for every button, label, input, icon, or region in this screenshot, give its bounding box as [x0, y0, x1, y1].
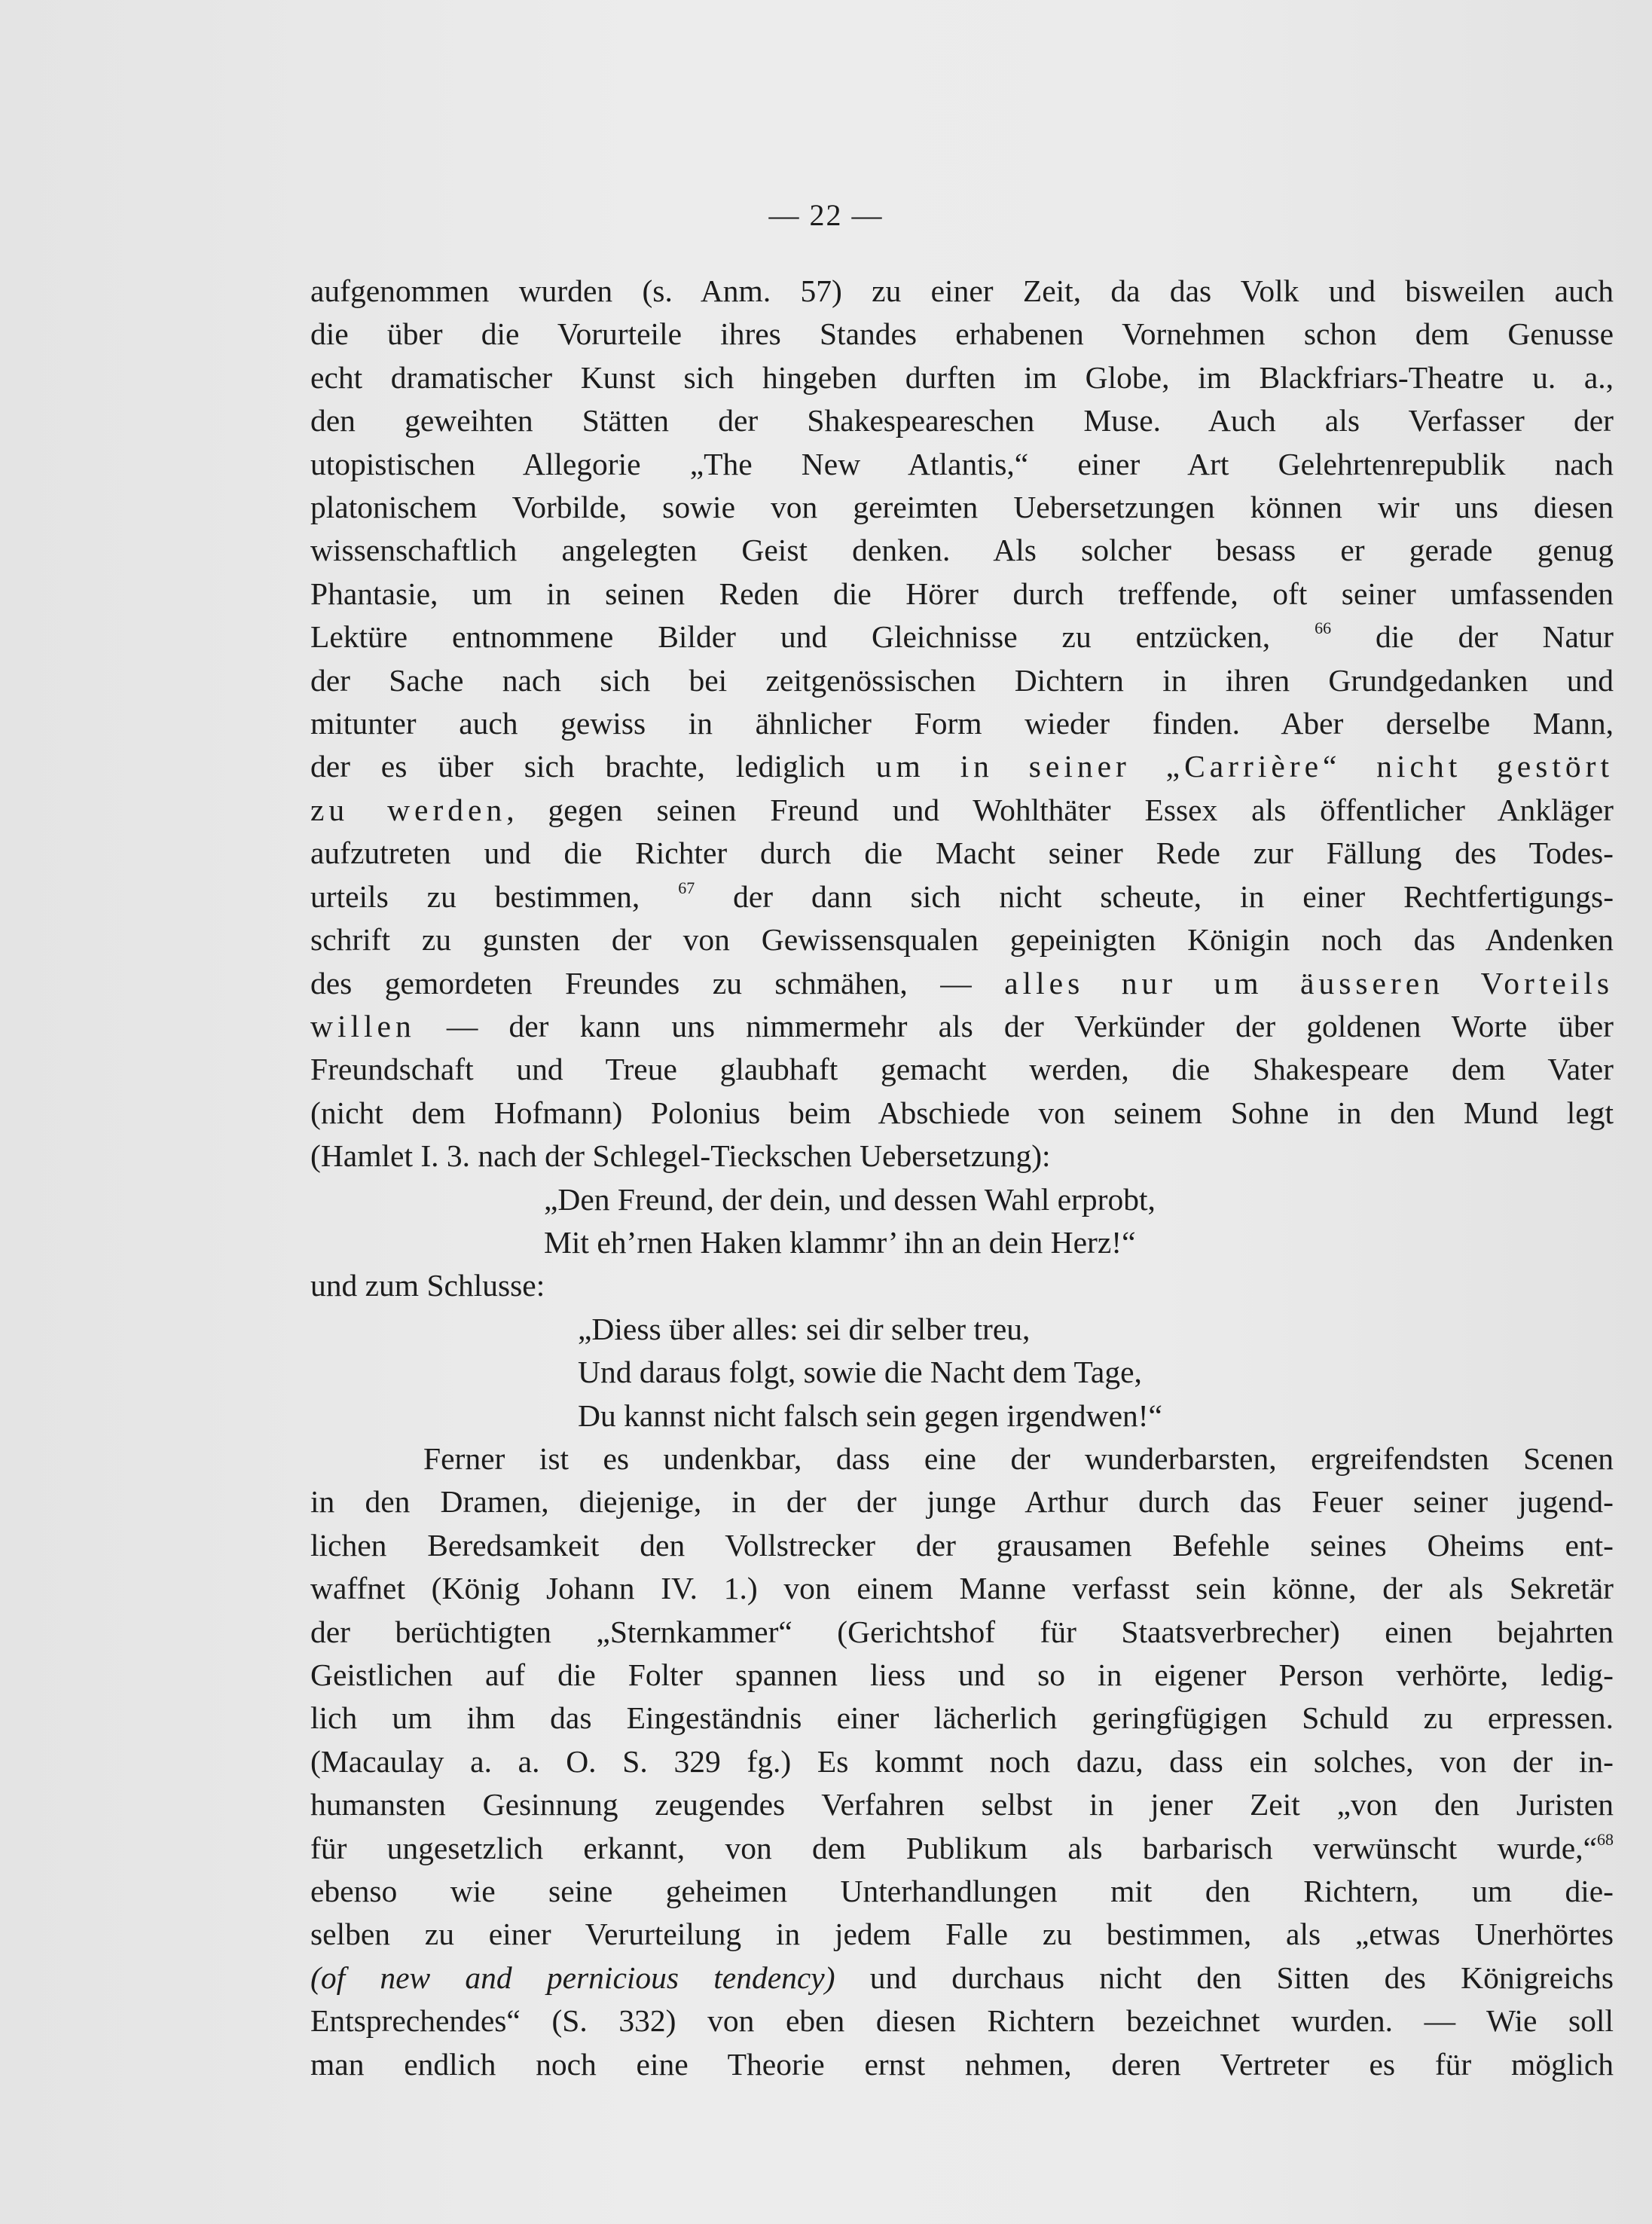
- text-fragment: Lektüre entnommene Bilder und Gleichnisse zu entzücken,: [310, 619, 1271, 655]
- text-line: man endlich noch eine Theorie ernst nehmen, deren Vertreter es für möglich: [310, 2046, 1614, 2082]
- text-line: [310, 1827, 1614, 1870]
- text-line: Freundschaft und Treue glaubhaft gemacht werden, die Shakespeare dem Vater: [310, 1052, 1614, 1087]
- text-line: [310, 616, 1614, 658]
- text-line: aufzutreten und die Richter durch die Macht seiner Rede zur Fällung des Todes-: [310, 836, 1614, 871]
- text-line: [310, 745, 1614, 788]
- spaced-emphasis: willen: [310, 1008, 416, 1043]
- text-line: selben zu einer Verurteilung in jedem Falle zu bestimmen, als „etwas Unerhörtes: [310, 1917, 1614, 1952]
- text-line: wissenschaftlich angelegten Geist denken. Als solcher besass er gerade genug: [310, 533, 1614, 568]
- text-fragment: der es über sich brachte, lediglich: [310, 749, 845, 784]
- text-line: der Sache nach sich bei zeitgenössischen Dichtern in ihren Grundgedanken und: [310, 662, 1614, 698]
- spaced-emphasis: alles nur um äusseren Vorteils: [1004, 965, 1614, 1000]
- text-line: der berüchtigten „Sternkammer“ (Gerichtshof für Staatsverbrecher) einen bejahrten: [310, 1614, 1614, 1649]
- text-line: utopistischen Allegorie „The New Atlantis,“ einer Art Gelehrtenrepublik nach: [310, 446, 1614, 481]
- text-line: Entsprechendes“ (S. 332) von eben diesen Richtern bezeichnet wurden. — Wie soll: [310, 2003, 1614, 2039]
- text-line: [310, 962, 1614, 1005]
- text-fragment: des gemordeten Freundes zu schmähen, —: [310, 965, 972, 1000]
- text-line: waffnet (König Johann IV. 1.) von einem Manne verfasst sein könne, der als Sekretär: [310, 1571, 1614, 1606]
- text-line: (Hamlet I. 3. nach der Schlegel-Tieckschen Uebersetzung):: [310, 1138, 1051, 1174]
- text-line: platonischem Vorbilde, sowie von gereimten Uebersetzungen können wir uns diesen: [310, 490, 1614, 525]
- italic-phrase: (of new and pernicious tendency): [310, 1960, 835, 1995]
- text-line: die über die Vorurteile ihres Standes erhabenen Vornehmen schon dem Genusse: [310, 316, 1614, 352]
- text-fragment: der dann sich nicht scheute, in einer Rechtfertigungs-: [733, 878, 1614, 914]
- spaced-emphasis: zu werden: [310, 792, 507, 827]
- spaced-emphasis: um in seiner „Carrière“ nicht gestört: [875, 749, 1614, 784]
- text-fragment: , gegen seinen Freund und Wohlthäter Essex als öffentlicher Ankläger: [506, 792, 1614, 827]
- text-line: lichen Beredsamkeit den Vollstrecker der grausamen Befehle seines Oheims ent-: [310, 1527, 1614, 1563]
- footnote-marker: 68: [1597, 1829, 1614, 1849]
- verse-line: „Den Freund, der dein, und dessen Wahl erprobt,: [544, 1181, 1156, 1217]
- text-line: [310, 1957, 1614, 1999]
- verse-line: „Diess über alles: sei dir selber treu,: [578, 1311, 1031, 1346]
- text-fragment: — der kann uns nimmermehr als der Verkünder der goldenen Worte über: [446, 1008, 1614, 1043]
- text-line: Phantasie, um in seinen Reden die Hörer durch treffende, oft seiner umfassenden: [310, 576, 1614, 611]
- text-fragment: die der Natur: [1376, 619, 1614, 655]
- text-line: lich um ihm das Eingeständnis einer lächerlich geringfügigen Schuld zu erpressen.: [310, 1700, 1614, 1736]
- text-line: in den Dramen, diejenige, in der der junge Arthur durch das Feuer seiner jugend-: [310, 1484, 1614, 1520]
- footnote-marker: 66: [1315, 619, 1332, 638]
- text-line: [310, 789, 1614, 832]
- text-fragment: für ungesetzlich erkannt, von dem Publikum als barbarisch verwünscht wurde,“: [310, 1830, 1597, 1865]
- verse-line: Mit eh’rnen Haken klammr’ ihn an dein Herz!“: [544, 1224, 1136, 1260]
- text-fragment: und durchaus nicht den Sitten des Königreichs: [869, 1960, 1614, 1995]
- verse-line: Und daraus folgt, sowie die Nacht dem Tage,: [578, 1355, 1142, 1390]
- text-line: den geweihten Stätten der Shakespeareschen Muse. Auch als Verfasser der: [310, 403, 1614, 438]
- text-line: (Macaulay a. a. O. S. 329 fg.) Es kommt noch dazu, dass ein solches, von der in-: [310, 1743, 1614, 1779]
- footnote-marker: 67: [678, 878, 695, 897]
- text-line: ebenso wie seine geheimen Unterhandlungen mit den Richtern, um die-: [310, 1874, 1614, 1909]
- text-line: schrift zu gunsten der von Gewissensqualen gepeinigten Königin noch das Andenken: [310, 922, 1614, 958]
- text-line: (nicht dem Hofmann) Polonius beim Abschiede von seinem Sohne in den Mund legt: [310, 1095, 1614, 1130]
- text-line: Geistlichen auf die Folter spannen liess und so in eigener Person verhörte, ledig-: [310, 1657, 1614, 1692]
- text-line: echt dramatischer Kunst sich hingeben durften im Globe, im Blackfriars-Theatre u. a.,: [310, 359, 1614, 395]
- text-line: [310, 875, 1614, 918]
- text-line: mitunter auch gewiss in ähnlicher Form wieder finden. Aber derselbe Mann,: [310, 706, 1614, 741]
- text-line: aufgenommen wurden (s. Anm. 57) zu einer Zeit, da das Volk und bisweilen auch: [310, 273, 1614, 308]
- text-line: humansten Gesinnung zeugendes Verfahren selbst in jener Zeit „von den Juristen: [310, 1787, 1614, 1822]
- body-text: [310, 270, 1614, 2086]
- text-fragment: urteils zu bestimmen,: [310, 878, 640, 914]
- text-line: Ferner ist es undenkbar, dass eine der wunderbarsten, ergreifendsten Scenen: [423, 1440, 1614, 1476]
- page-number: — 22 —: [768, 198, 884, 232]
- text-line: und zum Schlusse:: [310, 1268, 545, 1303]
- verse-line: Du kannst nicht falsch sein gegen irgendwen!“: [578, 1398, 1162, 1433]
- text-line: [310, 1005, 1614, 1048]
